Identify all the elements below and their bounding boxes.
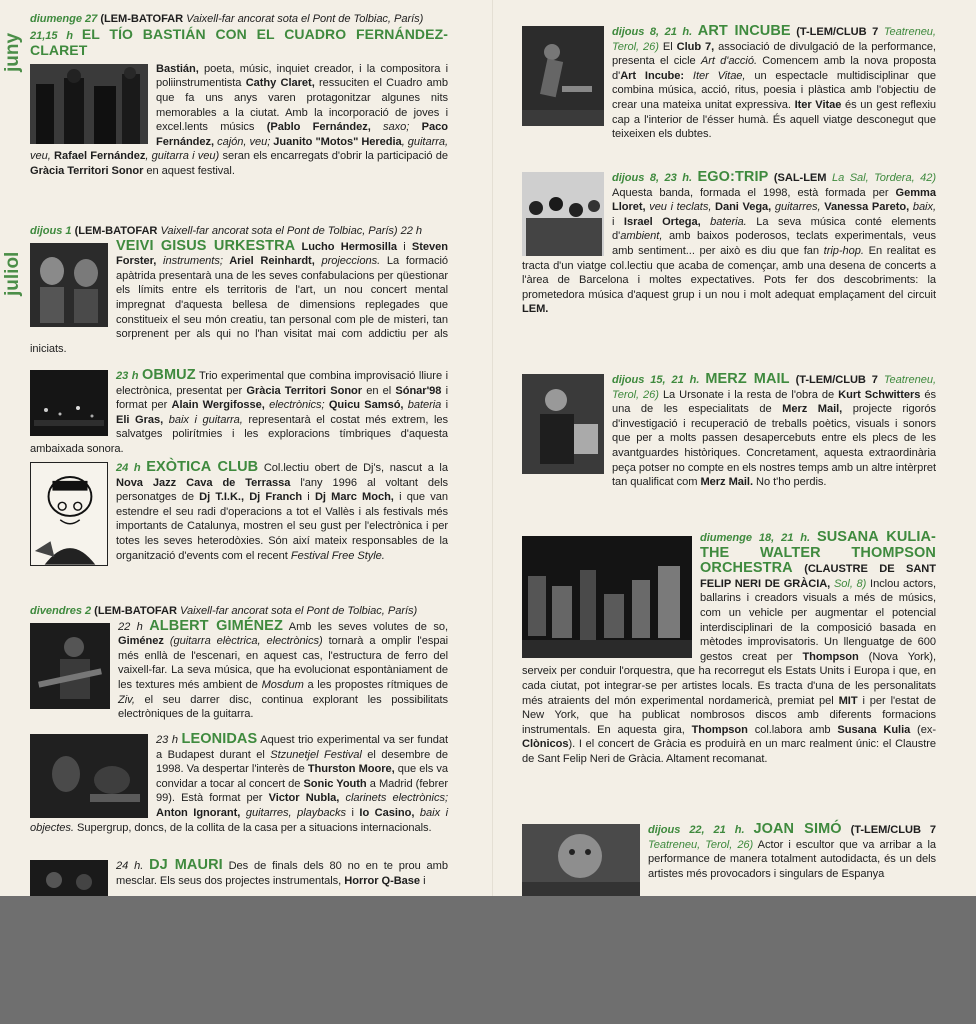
text-run: (Pablo Fernández,	[266, 121, 371, 134]
event-time: 22 h	[118, 620, 143, 633]
text-run: Thurston Moore,	[307, 763, 395, 776]
text-run: baix i guitarra,	[163, 413, 243, 426]
text-run: Clònicos	[522, 738, 569, 751]
month-label-juliol: juliol	[2, 251, 23, 296]
text-run: Art Incube:	[620, 69, 685, 82]
text-run: Israel Ortega,	[623, 215, 701, 228]
text-run: Sonic Youth	[303, 777, 367, 790]
text-run: a Madrid (febrer 99). Està format per	[156, 777, 448, 805]
event-venue: (T-LEM/CLUB 7	[795, 374, 878, 386]
event-merz-mail	[522, 372, 936, 490]
text-run: i per l'estat de New York, que ha publicat nombrosos discos amb diferents formacions instrumentals. En aquesta gira,	[522, 694, 936, 736]
event-date: diumenge 27	[30, 13, 98, 25]
text-run: que els va convidar a tocar al concert de	[156, 763, 449, 790]
event-date: dijous 8, 23 h.	[612, 172, 692, 184]
event-venue: (CLAUSTRE DE SANT FELIP NERI DE GRÀCIA,	[700, 563, 936, 590]
text-run: Lucho Hermosilla	[295, 240, 397, 253]
event-venue: (LEM-BATOFAR	[100, 13, 184, 25]
text-run: ressuciten el Cuadro amb que fa uns anys varen protagonitzar algunes nits memorables a la ciutat. Amb la incorporació de joves i excel.lents músics	[156, 77, 448, 134]
event-photo	[522, 824, 640, 898]
text-run: i	[441, 399, 448, 412]
text-run: clarinets electrònics;	[339, 792, 448, 805]
text-run: , guitarra, veu,	[30, 135, 449, 163]
text-run: Amb les seves volutes de so,	[282, 620, 448, 633]
event-photo	[30, 860, 108, 896]
text-run: Paco Fernández,	[156, 121, 448, 148]
event-title: OBMUZ	[142, 367, 196, 383]
text-run: Aquest trio experimental va ser fundat a Budapest durant el	[156, 734, 448, 761]
event-leonidas	[30, 732, 448, 835]
text-run: El	[658, 40, 677, 53]
text-run: baix,	[909, 201, 937, 214]
text-run: saxo;	[370, 121, 410, 134]
text-run: La formació apàtrida presentarà una de les seves confabulacions per qüestionar els límits entre els territoris de l'art, un nou concert mental impregnat d'aquesta bellesa de dimensions replegades que constitueix el seu món creatiu, tan personal com ple de misteri, tan sorprenent per als qui no l'han visitat mai com addictiu per als iniciats.	[30, 255, 448, 355]
text-run: (Nova York), serveix per conduir l'orquestra, que ha recorregut els Estats Units i Europa i que, en cada ciutat, pot integrar-se per artistes locals. Es tracta d'una de les personalitats més atraients del món experimental nordamericà, premiat pel	[522, 650, 936, 707]
event-title: EXÒTICA CLUB	[146, 459, 259, 475]
text-run: projecte rigorós d'investigació i recuperació de treballs poètics, visuals i sonors que per a molts passen desapercebuts entre els plecs de les avantguardes històriques. Concretament, aquesta extraordinària peça potser no compte en els nostres temps amb un altre intèrpret tan qualificat com	[612, 403, 936, 489]
text-run: Thompson	[802, 650, 859, 663]
event-title: SUSANA KULIA-THE WALTER THOMPSON ORCHESTRA	[700, 529, 936, 577]
text-run: i	[420, 874, 426, 887]
text-run: i	[345, 806, 360, 819]
text-run: poeta, músic, inquiet creador, i la compositora i poliinstrumentista	[156, 62, 448, 90]
text-run: Gràcia Territori Sonor	[30, 164, 144, 177]
event-dj-mauri	[30, 858, 448, 898]
text-run: ambient,	[620, 230, 663, 243]
text-run: col.labora amb	[747, 723, 838, 736]
event-photo	[522, 26, 604, 126]
event-photo	[522, 536, 692, 658]
event-susana-kulia	[522, 530, 936, 767]
scan-bottom-band	[0, 896, 976, 1024]
text-run: LEM.	[522, 303, 549, 316]
event-venue: (T-LEM/CLUB 7	[796, 26, 879, 38]
event-veivi-gisus	[30, 224, 448, 356]
event-venue: (SAL-LEM	[773, 172, 827, 184]
event-time: 23 h	[156, 734, 178, 746]
text-run: La Ursonate i la resta de l'obra de	[658, 388, 839, 401]
text-run: cajón, veu;	[214, 135, 271, 148]
event-time: 23 h	[116, 370, 139, 382]
text-run: bateria.	[700, 215, 747, 228]
text-run: Alain Wergifosse,	[171, 399, 265, 412]
text-run: Nova Jazz Cava de Terrassa	[116, 476, 291, 489]
event-ego-trip	[522, 170, 936, 317]
event-location: Sol, 8)	[833, 577, 867, 590]
text-run: l'any 1996 al voltant dels personatges de	[116, 476, 448, 504]
text-run: Thompson	[691, 723, 748, 736]
text-run: seran els encarregats d'obrir la participació de	[219, 150, 449, 163]
event-title: EGO:TRIP	[697, 169, 769, 185]
text-run: bateria	[403, 399, 442, 412]
event-obmuz	[30, 368, 448, 457]
text-run: No t'ho perdis.	[752, 476, 827, 489]
event-photo	[30, 734, 148, 818]
text-run: associació de divulgació de la performance, presenta el cicle	[612, 40, 936, 68]
text-run: Dj Marc Moch,	[314, 491, 394, 504]
text-run: Festival Free Style.	[290, 549, 385, 562]
event-photo	[30, 623, 110, 709]
event-tio-bastian	[30, 12, 448, 179]
text-run: Col.lectiu obert de Dj's, nascut a la	[258, 462, 448, 474]
text-run: i format per	[116, 384, 449, 412]
event-location: Teatreneu, Terol, 26)	[648, 838, 754, 851]
event-title: VEIVI GISUS URKESTRA	[116, 237, 296, 254]
text-run: Ziv,	[118, 693, 135, 706]
event-location: Teatreneu, Terol, 26)	[612, 374, 936, 401]
event-title: LEONIDAS	[181, 731, 258, 747]
text-run: Inclou actors, ballarins i creadors visuals a més de músics, com un vehicle per augmentar el potencial interdisciplinari de la composició basada en mètodes improvisatoris. Un llenguatge de 600 gestos creat per	[700, 577, 936, 663]
text-run: Kurt Schwitters	[838, 388, 921, 401]
text-run: Sónar'98	[395, 384, 442, 397]
text-run: trip-hop.	[823, 244, 864, 257]
text-run: Iter Vitae,	[684, 69, 746, 82]
event-date: divendres 2	[30, 605, 92, 617]
event-venue: (T-LEM/CLUB 7	[850, 824, 936, 836]
event-date: diumenge 18, 21 h.	[700, 532, 811, 544]
text-run: guitarres,	[771, 201, 821, 214]
text-run: en aquest festival.	[143, 164, 235, 177]
text-run: i que van estendre el seu radi d'operacions a tot el Vallès i als festivals més importants de Catalunya, mostren el seu gust per l'electrònica i per totes les seves heterodòxies. Són així mateix responsables de la organització d'events com el recent	[116, 491, 448, 562]
event-time: 24 h	[116, 462, 141, 474]
event-location: Teatreneu, Terol, 26)	[612, 26, 936, 53]
text-run: Iter Vitae	[794, 98, 842, 111]
text-run: Merz Mail,	[782, 403, 843, 416]
text-run: Steven Forster,	[116, 240, 448, 268]
text-run: Gràcia Territori Sonor	[246, 384, 363, 397]
text-run: Des de finals dels 80 no en te prou amb mesclar. Els seus dos projectes instrumentals,	[116, 860, 448, 887]
event-location: La Sal, Tordera, 42)	[831, 172, 936, 184]
text-run: baix i objectes.	[30, 806, 448, 834]
event-title: MERZ MAIL	[705, 371, 790, 387]
text-run: representarà el costat més extrem, les salvatges polirítmies i les exploracions tímbriques d'aquesta ambaixada sonora.	[30, 413, 448, 455]
text-run: Horror Q-Base	[344, 874, 421, 887]
text-run: Trio experimental que combina improvisació lliure i electrònica, presentat per	[116, 370, 448, 397]
event-title: ALBERT GIMÉNEZ	[149, 617, 283, 634]
event-date: dijous 1	[30, 225, 72, 237]
column-divider	[492, 0, 493, 896]
event-location: Vaixell-far ancorat sota el Pont de Tolbiac, París)	[180, 605, 418, 617]
text-run: Vanessa Pareto,	[820, 201, 910, 214]
event-title: DJ MAURI	[149, 857, 223, 873]
text-run: Eli Gras,	[116, 413, 164, 426]
text-run: Quicu Samsó,	[324, 399, 404, 412]
event-title: EL TÍO BASTIÁN CON EL CUADRO FERNÁNDEZ-CLARET	[30, 25, 448, 59]
text-run: electrònics;	[264, 399, 325, 412]
text-run: Art d'acció.	[700, 55, 757, 68]
text-run: Aquesta banda, formada el 1998, està formada per	[612, 186, 896, 199]
event-date: dijous 22, 21 h.	[648, 824, 745, 836]
text-run: projeccions.	[314, 255, 381, 268]
event-joan-simo	[522, 822, 936, 900]
text-run: amb baixos poderosos, teclats experimentals, veus amb sentiment... per això es diu que fan	[612, 230, 936, 257]
event-location: Vaixell-far ancorat sota el Pont de Tolbiac, París)	[186, 13, 424, 25]
event-venue: (LEM-BATOFAR	[74, 225, 158, 237]
text-run: Mosdum	[261, 678, 304, 691]
text-run: Club 7,	[676, 40, 715, 53]
text-run: el seu darrer disc, continua explorant les possibilitats electròniques de la guitarra.	[118, 693, 448, 721]
text-run: Juanito "Motos" Heredia	[270, 135, 402, 148]
text-run: Victor Nubla,	[268, 792, 340, 805]
event-venue: (LEM-BATOFAR	[94, 605, 177, 617]
text-run: Merz Mail.	[700, 476, 753, 489]
event-photo	[522, 172, 604, 256]
text-run: és una de les especialitats de	[612, 388, 936, 416]
text-run: Bastián,	[156, 62, 199, 75]
text-run: el desembre de 1998. Va despertar l'interès de	[156, 748, 448, 776]
event-title: JOAN SIMÓ	[753, 821, 842, 837]
text-run: i	[302, 491, 315, 504]
event-albert-gimenez	[30, 604, 448, 722]
text-run: a les propostes rítmiques de	[303, 678, 449, 691]
text-run: Supergrup, doncs, de la collita de la casa per a situacions internacionals.	[73, 821, 432, 834]
text-run: guitarres, playbacks	[240, 806, 346, 819]
text-run: Io Casino,	[359, 806, 415, 819]
text-run: Susana Kulia	[837, 723, 911, 736]
text-run: Dj T.I.K., Dj Franch	[199, 491, 303, 504]
text-run: i	[612, 215, 624, 228]
event-photo	[522, 374, 604, 474]
text-run: i	[396, 240, 412, 253]
event-illustration	[30, 462, 108, 566]
text-run: Actor i escultor que va arribar a la performance de manera totalment autodidacta, és un dels artistes més provocadors i singulars de Espanya	[648, 838, 936, 880]
text-run: (guitarra elèctrica, electrònics)	[163, 635, 323, 648]
text-run: Anton Ignorant,	[156, 806, 241, 819]
text-run: ). I el concert de Gràcia es produirà en un marc realment únic: el Claustre de Sant Felip Neri de Gràcia. Altament recomanat.	[522, 738, 936, 765]
text-run: un espectacle multidisciplinar que combina música, acció, ritus, poesia i plàstica amb l'objectiu de crear una mateixa unitat expressiva.	[612, 69, 936, 111]
text-run: en el	[362, 384, 396, 397]
event-exotica-club	[30, 460, 448, 568]
text-run: Gemma Lloret,	[612, 186, 936, 214]
month-label-juny: juny	[2, 32, 23, 72]
text-run: , guitarra i veu)	[145, 150, 220, 163]
text-run: veu i teclats,	[645, 201, 712, 214]
event-time: 24 h.	[116, 860, 144, 872]
event-title: ART INCUBE	[697, 23, 791, 39]
text-run: Ariel Reinhardt,	[222, 255, 315, 268]
event-location: Vaixell-far ancorat sota el Pont de Tolbiac, París)	[160, 225, 398, 237]
event-time: 21,15 h	[30, 29, 74, 42]
text-run: instruments;	[156, 255, 223, 268]
event-date: dijous 15, 21 h.	[612, 374, 700, 386]
text-run: Dani Vega,	[711, 201, 772, 214]
event-time: 22 h	[400, 225, 423, 237]
event-art-incube	[522, 24, 936, 142]
text-run: (ex-	[910, 723, 936, 736]
event-photo	[30, 64, 148, 144]
text-run: En realitat es tracta d'un viatge col.lectiu que acaba de començar, amb una desena de concerts a l'àrea de Barcelona i moltes expectatives. Pots fer dos descobriments: la prometedora música d'aquest grup i un nou i molt adequat emplaçament del circuit	[522, 244, 936, 301]
text-run: La seva música conté elements d'	[612, 215, 937, 243]
text-run: tornarà a omplir l'espai més enllà de l'escenari, en aquest cas, l'estructura de ferro del vaixell-far. La seva música, que ha evolucionat espontàniament de les textures més ambient de	[118, 635, 449, 691]
text-run: és un gest reflexiu cap a l'interior de l'ésser humà. És aquell viatge desconegut que teixeixen els dubtes.	[612, 98, 936, 141]
text-run: Rafael Fernández	[50, 150, 146, 163]
event-photo	[30, 243, 108, 327]
text-run: Cathy Claret,	[245, 77, 315, 90]
text-run: Stzunetjel Festival	[270, 748, 362, 761]
event-date: dijous 8, 21 h.	[612, 26, 693, 38]
text-run: Comencem amb la nova proposta d'	[612, 55, 936, 82]
event-photo	[30, 370, 108, 436]
text-run: MIT	[838, 694, 858, 707]
text-run: Giménez	[118, 635, 164, 648]
